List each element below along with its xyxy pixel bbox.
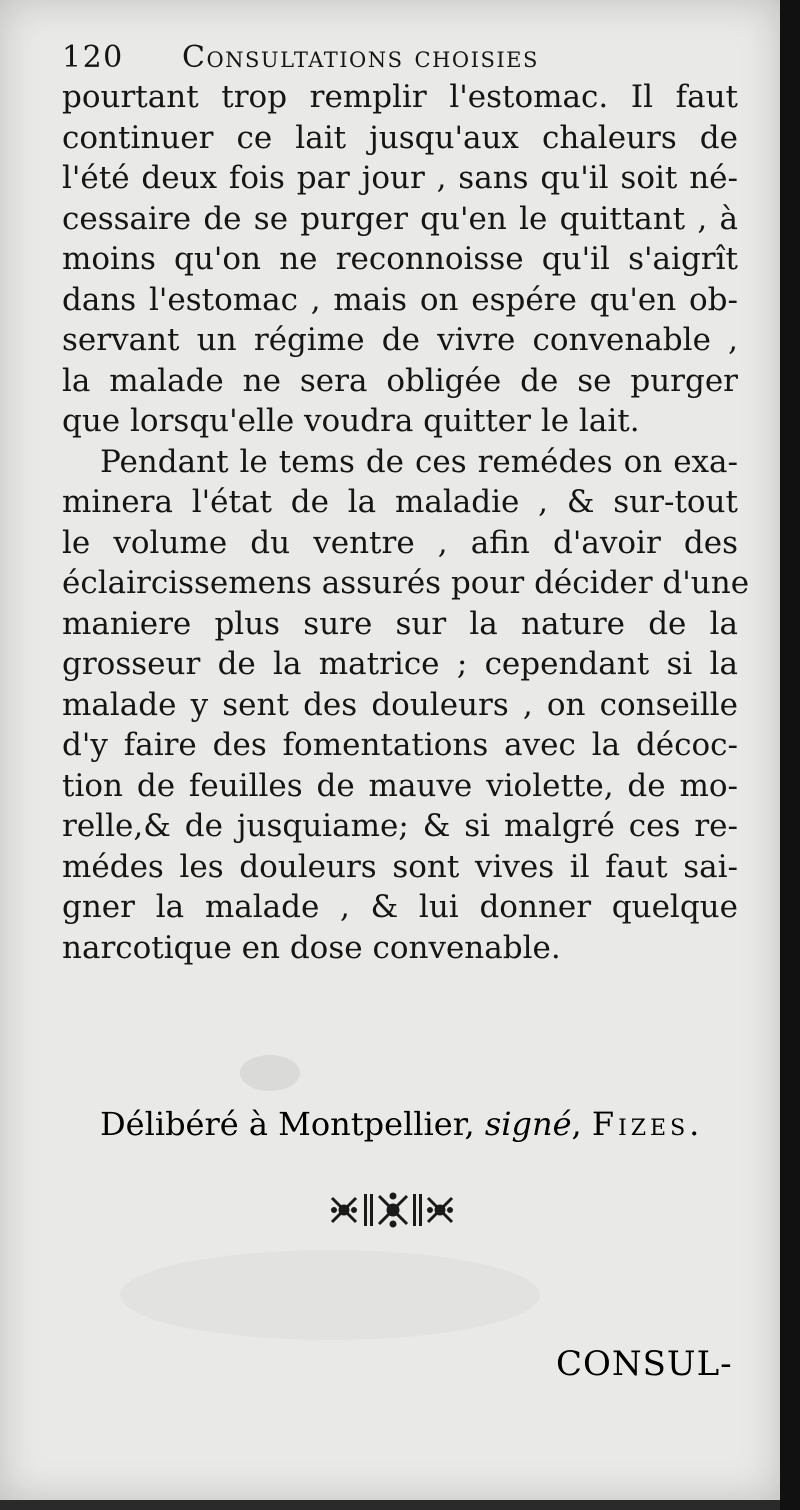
page-content — [62, 40, 750, 968]
running-head — [62, 40, 738, 75]
text-line: d'y faire des fomentations avec la décoc- — [62, 727, 738, 763]
fleuron-left — [332, 1198, 357, 1222]
text-line: minera l'état de la maladie , & sur-tout — [62, 484, 738, 520]
paragraph-1 — [62, 77, 738, 442]
text-line: tion de feuilles de mauve violette, de mo- — [62, 767, 738, 804]
signatory-name: Fizes. — [591, 1105, 704, 1143]
text-line: cessaire de se purger qu'en le quittant , à — [62, 200, 738, 237]
text-line: continuer ce lait jusqu'aux chaleurs de — [62, 119, 738, 156]
fleuron-ornament-icon — [330, 1188, 456, 1232]
text-line: malade y sent des douleurs , on conseille — [62, 686, 738, 723]
text-line: éclaircissemens assurés pour décider d'une — [62, 565, 750, 601]
text-line: narcotique en dose convenable. — [62, 929, 561, 966]
paragraph-2 — [62, 442, 750, 969]
running-head-title: Consultations choisies — [182, 40, 539, 75]
text-line: dans l'estomac , mais on espére qu'en ob- — [62, 281, 738, 318]
text-line: gner la malade , & lui donner quelque — [62, 889, 738, 925]
page-number: 120 — [62, 40, 124, 75]
text-line: servant un régime de vivre convenable , — [62, 322, 738, 358]
catchword: CONSUL- — [556, 1344, 733, 1384]
text-line: moins qu'on ne reconnoisse qu'il s'aigrît — [62, 241, 738, 277]
text-line: la malade ne sera obligée de se purger — [62, 362, 738, 399]
signature-signe: signé — [484, 1105, 572, 1143]
page-edge-shadow — [780, 0, 800, 1510]
signature-prefix: Délibéré à Montpellier, — [100, 1105, 475, 1143]
fleuron-right — [428, 1198, 453, 1222]
text-line: que lorsqu'elle voudra quitter le lait. — [62, 403, 640, 439]
paper-stain — [120, 1250, 540, 1340]
signature-comma: , — [571, 1105, 582, 1143]
fleuron-center — [379, 1193, 407, 1227]
text-line: grosseur de la matrice ; cependant si la — [62, 646, 738, 682]
text-line: le volume du ventre , afin d'avoir des — [62, 524, 738, 561]
text-line: médes les douleurs sont vives il faut sai- — [62, 848, 738, 885]
paper-stain — [240, 1055, 300, 1091]
text-line: relle,& de jusquiame; & si malgré ces re- — [62, 808, 738, 844]
signature-line — [100, 1102, 703, 1146]
text-line: pourtant trop remplir l'estomac. Il faut — [62, 79, 738, 115]
text-line: l'été deux fois par jour , sans qu'il soit né- — [62, 160, 738, 196]
text-line: maniere plus sure sur la nature de la — [62, 605, 738, 642]
text-line: Pendant le tems de ces remédes on exa- — [100, 443, 738, 480]
